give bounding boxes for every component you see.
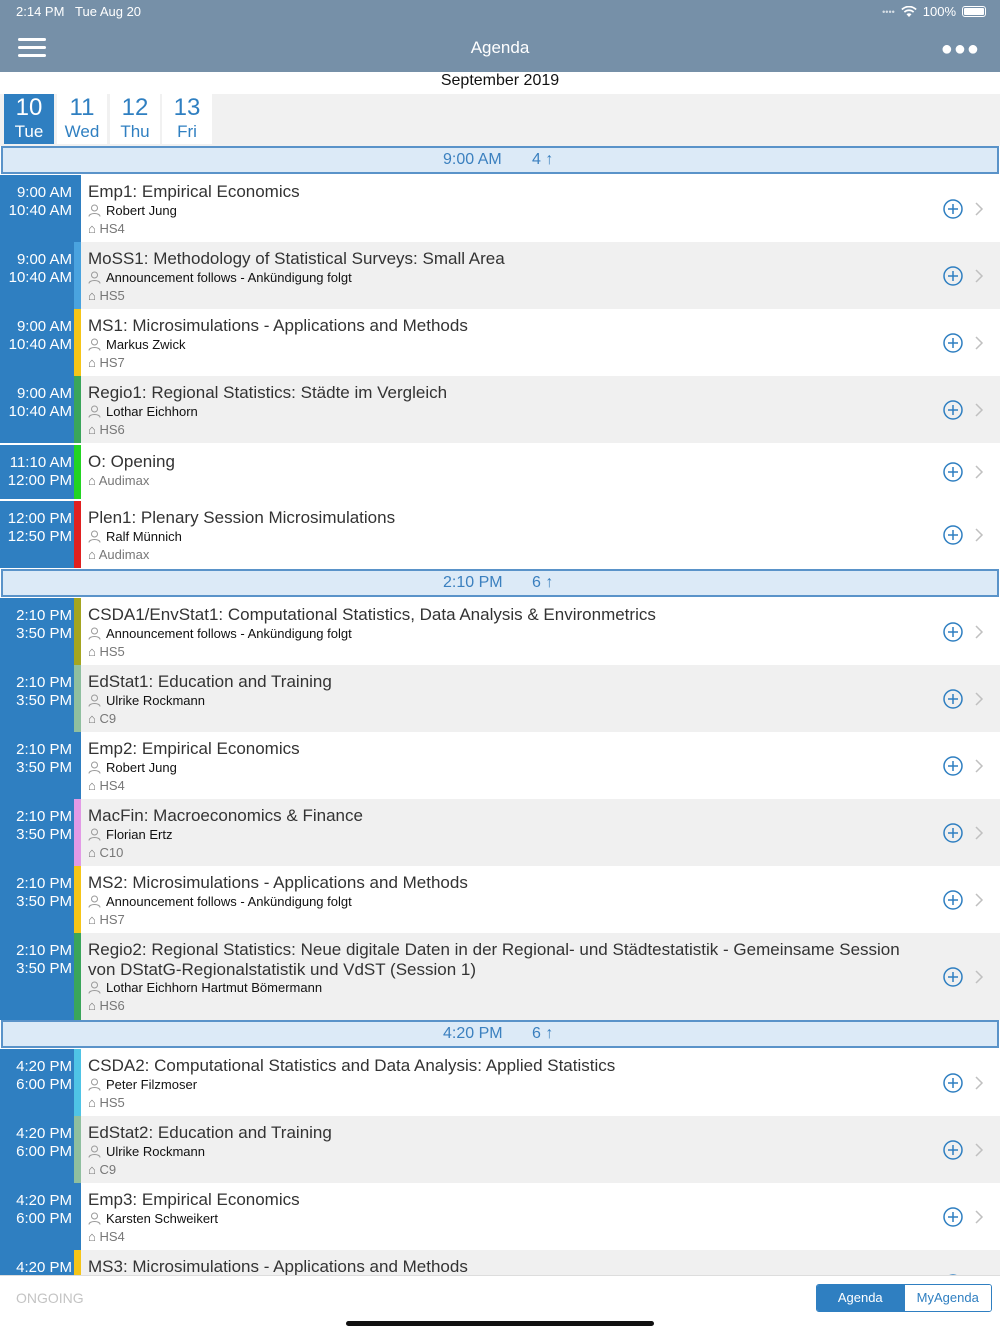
track-color-bar (74, 1116, 81, 1183)
segment-agenda[interactable]: Agenda (817, 1285, 904, 1311)
session-row[interactable] (0, 501, 1000, 568)
person-icon (88, 627, 101, 640)
day-name: Fri (177, 122, 197, 141)
person-icon (88, 204, 101, 217)
day-number: 10 (15, 94, 43, 121)
session-speaker (88, 270, 352, 285)
start-time: 9:00 AM (16, 385, 72, 402)
session-title: MoSS1: Methodology of Statistical Surveys: Small Area (88, 249, 505, 268)
chevron-right-icon[interactable] (974, 625, 984, 639)
track-color-bar (74, 866, 81, 933)
session-speaker (88, 529, 182, 544)
end-time: 12:50 PM (7, 528, 72, 545)
session-speaker (88, 827, 172, 842)
person-icon (88, 1212, 101, 1225)
start-time: 9:00 AM (16, 318, 72, 335)
session-title: Emp3: Empirical Economics (88, 1190, 300, 1209)
start-time: 4:20 PM (16, 1058, 72, 1075)
day-tab-12[interactable] (110, 94, 160, 144)
session-time (0, 866, 74, 933)
session-content[interactable] (81, 1183, 1000, 1250)
session-content[interactable] (81, 175, 1000, 242)
session-title: CSDA2: Computational Statistics and Data Analysis: Applied Statistics (88, 1056, 616, 1075)
start-time: 11:10 AM (9, 454, 72, 471)
room-icon: ⌂ (88, 221, 100, 236)
room-icon: ⌂ (88, 644, 100, 659)
session-content[interactable] (81, 376, 1000, 443)
chevron-right-icon[interactable] (974, 403, 984, 417)
session-title: MS2: Microsimulations - Applications and Methods (88, 873, 468, 892)
session-row[interactable] (0, 1116, 1000, 1183)
navigation-bar (0, 24, 1000, 72)
session-speaker (88, 894, 352, 909)
start-time: 4:20 PM (16, 1192, 72, 1209)
session-row[interactable] (0, 1049, 1000, 1116)
session-row[interactable] (0, 598, 1000, 665)
track-color-bar (74, 732, 81, 799)
session-time (0, 1049, 74, 1116)
session-row[interactable] (0, 933, 1000, 1020)
speaker-name: Robert Jung (106, 760, 177, 775)
chevron-right-icon[interactable] (974, 692, 984, 706)
end-time: 3:50 PM (16, 759, 72, 776)
more-icon[interactable]: ●●● (940, 38, 980, 60)
speaker-name: Florian Ertz (106, 827, 173, 842)
month-label: September 2019 (440, 72, 560, 89)
room-icon: ⌂ (88, 288, 100, 303)
track-color-bar (74, 665, 81, 732)
room-name: HS6 (99, 998, 125, 1013)
end-time: 3:50 PM (16, 893, 72, 910)
speaker-name: Robert Jung (106, 203, 177, 218)
chevron-right-icon[interactable] (974, 528, 984, 542)
view-segmented-control (816, 1284, 992, 1312)
add-to-myagenda-icon[interactable] (943, 462, 963, 482)
status-time: 2:14 PM Tue Aug 20 (16, 4, 142, 19)
battery-percent: 100% (922, 4, 956, 19)
end-time: 10:40 AM (8, 269, 72, 286)
speaker-name: Markus Zwick (106, 337, 186, 352)
session-speaker (88, 404, 198, 419)
session-content[interactable] (81, 309, 1000, 376)
room-name: C9 (99, 711, 117, 726)
session-content[interactable] (81, 242, 1000, 309)
session-time (0, 445, 74, 499)
add-to-myagenda-icon[interactable] (943, 890, 963, 910)
signal-icon: •••• (882, 6, 895, 17)
session-content[interactable] (81, 598, 1000, 665)
add-to-myagenda-icon[interactable] (943, 525, 963, 545)
end-time: 6:00 PM (16, 1210, 72, 1227)
start-time: 4:20 PM (16, 1125, 72, 1142)
ongoing-button[interactable]: ONGOING (16, 1290, 84, 1306)
session-time (0, 1116, 74, 1183)
start-time: 2:10 PM (16, 808, 72, 825)
person-icon (88, 338, 101, 351)
session-row[interactable] (0, 445, 1000, 499)
room-icon: ⌂ (88, 1095, 100, 1110)
session-title: Emp1: Empirical Economics (88, 182, 300, 201)
session-time (0, 242, 74, 309)
session-time (0, 1183, 74, 1250)
session-room (88, 221, 125, 236)
chevron-right-icon[interactable] (974, 336, 984, 350)
room-icon: ⌂ (88, 355, 100, 370)
wifi-icon (901, 6, 917, 18)
day-number: 13 (173, 94, 201, 121)
session-room (88, 644, 125, 659)
room-name: HS4 (99, 778, 125, 793)
track-color-bar (74, 598, 81, 665)
home-indicator (346, 1321, 654, 1326)
time-group-header[interactable] (1, 1020, 999, 1048)
status-right (882, 4, 986, 19)
session-speaker (88, 337, 185, 352)
track-color-bar (74, 501, 81, 568)
session-room (88, 1229, 125, 1244)
add-to-myagenda-icon[interactable] (943, 689, 963, 709)
session-speaker (88, 693, 205, 708)
day-name: Thu (120, 122, 150, 141)
session-speaker (88, 1211, 218, 1226)
end-time: 10:40 AM (8, 403, 72, 420)
group-time: 2:10 PM (443, 574, 503, 591)
speaker-name: Karsten Schweikert (106, 1211, 218, 1226)
session-content[interactable] (81, 933, 1000, 1020)
chevron-right-icon[interactable] (974, 1076, 984, 1090)
room-icon: ⌂ (88, 998, 100, 1013)
status-bar (0, 0, 1000, 24)
session-content[interactable] (81, 732, 1000, 799)
add-to-myagenda-icon[interactable] (943, 266, 963, 286)
session-row[interactable] (0, 1183, 1000, 1250)
room-name: C9 (99, 1162, 117, 1177)
session-speaker (88, 203, 177, 218)
day-number: 12 (121, 94, 149, 121)
session-content[interactable] (81, 1049, 1000, 1116)
add-to-myagenda-icon[interactable] (943, 823, 963, 843)
session-row[interactable] (0, 799, 1000, 866)
person-icon (88, 530, 101, 543)
time-group-header[interactable] (1, 569, 999, 597)
chevron-right-icon[interactable] (974, 269, 984, 283)
session-title: Regio2: Regional Statistics: Neue digitale Daten in der Regional- und Städtestatistik - Gemeinsame Session von DStatG-Regionalstatistik und VdST (Session 1) (88, 940, 900, 979)
person-icon (88, 405, 101, 418)
add-to-myagenda-icon[interactable] (943, 1140, 963, 1160)
room-icon: ⌂ (88, 422, 100, 437)
end-time: 6:00 PM (16, 1076, 72, 1093)
session-time (0, 175, 74, 242)
session-speaker (88, 626, 352, 641)
session-row[interactable] (0, 242, 1000, 309)
end-time: 3:50 PM (16, 625, 72, 642)
session-room (88, 288, 125, 303)
day-tab-11[interactable] (57, 94, 107, 144)
room-name: HS5 (99, 288, 125, 303)
session-title: EdStat1: Education and Training (88, 672, 332, 691)
room-icon: ⌂ (88, 1229, 100, 1244)
add-to-myagenda-icon[interactable] (943, 1073, 963, 1093)
room-name: HS4 (99, 1229, 125, 1244)
end-time: 10:40 AM (8, 336, 72, 353)
time-group-header[interactable] (1, 146, 999, 174)
day-tab-10[interactable] (4, 94, 54, 144)
group-time: 4:20 PM (443, 1025, 503, 1042)
session-room (88, 473, 149, 488)
group-count: 6 ↑ (532, 574, 554, 591)
session-title: Plen1: Plenary Session Microsimulations (88, 508, 396, 527)
room-icon: ⌂ (88, 845, 100, 860)
session-room (88, 845, 123, 860)
end-time: 3:50 PM (16, 960, 72, 977)
end-time: 12:00 PM (7, 472, 72, 489)
session-time (0, 598, 74, 665)
speaker-name: Announcement follows - Ankündigung folgt (106, 626, 352, 641)
session-time (0, 309, 74, 376)
chevron-right-icon[interactable] (974, 1143, 984, 1157)
person-icon (88, 1145, 101, 1158)
room-name: HS6 (99, 422, 125, 437)
session-content[interactable] (81, 501, 1000, 568)
day-selector (0, 94, 1000, 146)
start-time: 9:00 AM (16, 251, 72, 268)
room-icon: ⌂ (88, 912, 100, 927)
session-room (88, 711, 116, 726)
room-icon: ⌂ (88, 711, 100, 726)
session-speaker (88, 1077, 197, 1092)
session-title: CSDA1/EnvStat1: Computational Statistics, Data Analysis & Environmetrics (88, 605, 656, 624)
session-room (88, 422, 125, 437)
track-color-bar (74, 175, 81, 242)
session-time (0, 799, 74, 866)
room-icon: ⌂ (88, 1162, 100, 1177)
session-room (88, 355, 125, 370)
session-room (88, 998, 125, 1013)
person-icon (88, 761, 101, 774)
room-icon: ⌂ (88, 473, 99, 488)
room-name: C10 (99, 845, 124, 860)
chevron-right-icon[interactable] (974, 1210, 984, 1224)
person-icon (88, 895, 101, 908)
session-time (0, 933, 74, 1020)
speaker-name: Peter Filzmoser (106, 1077, 198, 1092)
group-time: 9:00 AM (443, 151, 502, 168)
start-time: 2:10 PM (16, 942, 72, 959)
chevron-right-icon[interactable] (974, 970, 984, 984)
session-title: EdStat2: Education and Training (88, 1123, 332, 1142)
end-time: 3:50 PM (16, 826, 72, 843)
session-title: Emp2: Empirical Economics (88, 739, 300, 758)
start-time: 4:20 PM (16, 1259, 72, 1275)
room-icon: ⌂ (88, 547, 99, 562)
track-color-bar (74, 445, 81, 499)
track-color-bar (74, 376, 81, 443)
chevron-right-icon[interactable] (974, 759, 984, 773)
track-color-bar (74, 309, 81, 376)
room-name: HS5 (99, 644, 125, 659)
start-time: 2:10 PM (16, 674, 72, 691)
session-row[interactable] (0, 732, 1000, 799)
session-room (88, 547, 149, 562)
add-to-myagenda-icon[interactable] (943, 756, 963, 776)
person-icon (88, 828, 101, 841)
add-to-myagenda-icon[interactable] (943, 400, 963, 420)
track-color-bar (74, 1183, 81, 1250)
group-count: 6 ↑ (532, 1025, 554, 1042)
person-icon (88, 1078, 101, 1091)
start-time: 12:00 PM (7, 510, 72, 527)
segment-myagenda[interactable]: MyAgenda (904, 1285, 992, 1311)
session-room (88, 912, 125, 927)
session-content[interactable] (81, 866, 1000, 933)
session-time (0, 665, 74, 732)
session-content[interactable] (81, 1250, 1000, 1275)
group-count: 4 ↑ (532, 151, 554, 168)
session-list[interactable] (0, 146, 1000, 1275)
session-row[interactable] (0, 309, 1000, 376)
session-row[interactable] (0, 1250, 1000, 1275)
track-color-bar (74, 933, 81, 1020)
room-name: Audimax (98, 547, 150, 562)
speaker-name: Announcement follows - Ankündigung folgt (106, 270, 352, 285)
session-room (88, 1162, 116, 1177)
chevron-right-icon[interactable] (974, 826, 984, 840)
track-color-bar (74, 242, 81, 309)
chevron-right-icon[interactable] (974, 465, 984, 479)
session-time (0, 732, 74, 799)
session-title: MacFin: Macroeconomics & Finance (88, 806, 363, 825)
room-name: HS7 (99, 912, 125, 927)
person-icon (88, 981, 101, 994)
session-content[interactable] (81, 799, 1000, 866)
add-to-myagenda-icon[interactable] (943, 199, 963, 219)
track-color-bar (74, 1049, 81, 1116)
speaker-name: Ralf Münnich (106, 529, 182, 544)
session-time (0, 1250, 74, 1275)
add-to-myagenda-icon[interactable] (943, 622, 963, 642)
person-icon (88, 694, 101, 707)
room-name: HS4 (99, 221, 125, 236)
day-name: Wed (64, 122, 100, 141)
session-title: O: Opening (88, 452, 175, 471)
track-color-bar (74, 1250, 81, 1275)
session-content[interactable] (81, 1116, 1000, 1183)
day-name: Tue (14, 122, 44, 141)
add-to-myagenda-icon[interactable] (943, 1207, 963, 1227)
end-time: 6:00 PM (16, 1143, 72, 1160)
session-title: MS1: Microsimulations - Applications and Methods (88, 316, 468, 335)
speaker-name: Lothar Eichhorn (106, 404, 198, 419)
speaker-name: Ulrike Rockmann (106, 693, 205, 708)
start-time: 2:10 PM (16, 875, 72, 892)
session-room (88, 778, 125, 793)
day-number: 11 (69, 94, 95, 121)
speaker-name: Lothar Eichhorn Hartmut Bömermann (106, 980, 323, 995)
session-time (0, 376, 74, 443)
add-to-myagenda-icon[interactable] (943, 967, 963, 987)
end-time: 10:40 AM (8, 202, 72, 219)
start-time: 9:00 AM (16, 184, 72, 201)
room-name: HS7 (99, 355, 125, 370)
chevron-right-icon[interactable] (974, 893, 984, 907)
person-icon (88, 271, 101, 284)
room-name: Audimax (98, 473, 150, 488)
page-title: Agenda (470, 38, 530, 57)
session-title: MS3: Microsimulations - Applications and Methods (88, 1257, 468, 1275)
start-time: 2:10 PM (16, 741, 72, 758)
day-tab-13[interactable] (162, 94, 212, 144)
start-time: 2:10 PM (16, 607, 72, 624)
session-speaker (88, 980, 322, 995)
session-time (0, 501, 74, 568)
session-speaker (88, 1144, 205, 1159)
session-row[interactable] (0, 665, 1000, 732)
session-row[interactable] (0, 175, 1000, 242)
speaker-name: Ulrike Rockmann (106, 1144, 205, 1159)
session-content[interactable] (81, 665, 1000, 732)
session-row[interactable] (0, 866, 1000, 933)
chevron-right-icon[interactable] (974, 202, 984, 216)
room-icon: ⌂ (88, 778, 100, 793)
end-time: 3:50 PM (16, 692, 72, 709)
track-color-bar (74, 799, 81, 866)
session-row[interactable] (0, 376, 1000, 443)
room-name: HS5 (99, 1095, 125, 1110)
session-title: Regio1: Regional Statistics: Städte im Vergleich (88, 383, 448, 402)
session-speaker (88, 760, 177, 775)
battery-icon (962, 6, 986, 17)
speaker-name: Announcement follows - Ankündigung folgt (106, 894, 352, 909)
session-content[interactable] (81, 445, 1000, 499)
add-to-myagenda-icon[interactable] (943, 333, 963, 353)
session-room (88, 1095, 125, 1110)
